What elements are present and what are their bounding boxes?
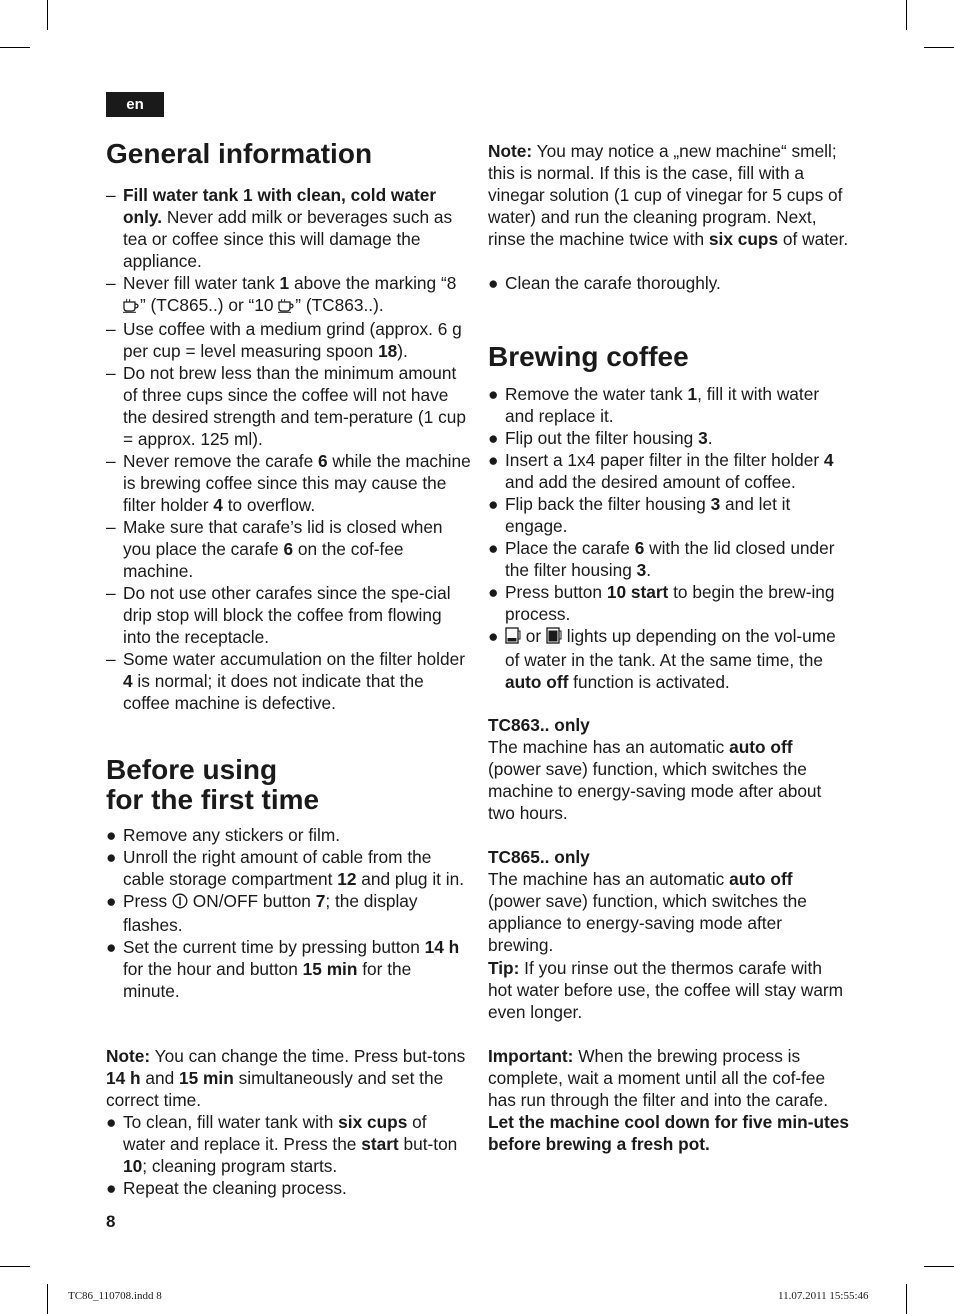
important-text: Important: When the brewing process is complete, wait a moment until all the cof-fee has run through the filter and into the carafe. Let the machine cool down for five min-utes before brewing a fresh pot. <box>488 1046 850 1154</box>
list-item: – Fill water tank 1 with clean, cold water only. Never add milk or beverages such as tea or coffee since this will damage the appliance. <box>106 185 453 271</box>
list-item: – Never remove the carafe 6 while the machine is brewing coffee since this may cause the filter holder 4 to overflow. <box>106 451 471 515</box>
list-item: ● Repeat the cleaning process. <box>106 1178 347 1198</box>
list-item: ● Insert a 1x4 paper filter in the filter holder 4 and add the desired amount of coffee. <box>488 450 834 492</box>
list-item: – Some water accumulation on the filter holder 4 is normal; it does not indicate that the coffee machine is defective. <box>106 649 465 713</box>
list-item: ● Flip out the filter housing 3. <box>488 428 713 448</box>
power-icon <box>172 892 188 914</box>
crop-mark <box>924 47 954 48</box>
list-item: – Use coffee with a medium grind (approx. 6 g per cup = level measuring spoon 18). <box>106 319 462 361</box>
carafe-low-icon <box>505 627 521 649</box>
new-machine-note: Note: You may notice a „new machine“ smell; this is normal. If this is the case, fill with a vinegar solution (1 cup of vinegar for 5 cups of water) and run the cleaning program. Next, rinse the machine twice with six cups of water. <box>488 141 849 249</box>
list-item: ● Press button 10 start to begin the brew-ing process. <box>488 582 835 624</box>
carafe-full-icon <box>546 627 562 649</box>
crop-mark <box>906 1284 907 1314</box>
crop-mark <box>0 47 30 48</box>
first-use-list <box>106 824 472 1002</box>
crop-mark <box>924 1266 954 1267</box>
list-item: – Never fill water tank 1 above the marking “8 ” (TC865..) or “10 ” (TC863..). <box>106 272 472 318</box>
cleaning-list <box>106 1111 472 1199</box>
footer-timestamp: 11.07.2011 15:55:46 <box>778 1290 869 1302</box>
list-item: ● Set the current time by pressing button 14 h for the hour and button 15 min for the minute. <box>106 937 460 1001</box>
carafe-list <box>488 272 850 294</box>
crop-mark <box>47 0 48 30</box>
list-item: ● Flip back the filter housing 3 and let it engage. <box>488 494 791 536</box>
list-item: ● Place the carafe 6 with the lid closed under the filter housing 3. <box>488 538 835 580</box>
page-number: 8 <box>106 1212 116 1231</box>
list-item: ● or lights up depending on the vol-ume of water in the tank. At the same time, the auto off function is activated. <box>488 626 836 692</box>
list-item: ● Remove the water tank 1, fill it with water and replace it. <box>488 384 820 426</box>
crop-mark <box>906 0 907 30</box>
list-item: ● To clean, fill water tank with six cups of water and replace it. Press the start but-ton 10; cleaning program starts. <box>106 1112 458 1176</box>
first-use-note: Note: You can change the time. Press but-tons 14 h and 15 min simultaneously and set the correct time. <box>106 1046 466 1110</box>
brewing-list <box>488 383 850 693</box>
tc863-heading: TC863.. only <box>488 715 590 735</box>
language-tag: en <box>106 92 164 117</box>
crop-mark <box>0 1266 30 1267</box>
list-item: – Do not brew less than the minimum amount of three cups since the coffee will not have the desired strength and tem-perature (1 cup = approx. 125 ml). <box>106 363 466 449</box>
crop-mark <box>47 1284 48 1314</box>
footer-file: TC86_110708.indd 8 <box>68 1290 162 1302</box>
general-information-heading: General information <box>106 138 373 169</box>
list-item: ● Unroll the right amount of cable from the cable storage compartment 12 and plug it in. <box>106 847 465 889</box>
before-first-use-heading: Before using for the first time <box>106 754 320 815</box>
list-item: ● Press ON/OFF button 7; the display flashes. <box>106 891 418 935</box>
tc865-text: The machine has an automatic auto off (power save) function, which switches the appliance to energy-saving mode after brewing. <box>488 869 807 955</box>
tc865-heading: TC865.. only <box>488 847 590 867</box>
cup-icon <box>278 296 295 318</box>
list-item: ● Remove any stickers or film. <box>106 825 341 845</box>
cup-icon <box>123 296 140 318</box>
list-item: – Make sure that carafe’s lid is closed when you place the carafe 6 on the cof-fee machine. <box>106 517 443 581</box>
list-item: – Do not use other carafes since the spe-cial drip stop will block the coffee from flowing into the receptacle. <box>106 583 451 647</box>
list-item: ● Clean the carafe thoroughly. <box>488 273 721 293</box>
brewing-coffee-heading: Brewing coffee <box>488 341 689 372</box>
general-information-list <box>106 184 472 714</box>
tip-text: Tip: If you rinse out the thermos carafe with hot water before use, the coffee will stay warm even longer. <box>488 958 844 1022</box>
tc863-text: The machine has an automatic auto off (power save) function, which switches the machine to energy-saving mode after about two hours. <box>488 737 822 823</box>
